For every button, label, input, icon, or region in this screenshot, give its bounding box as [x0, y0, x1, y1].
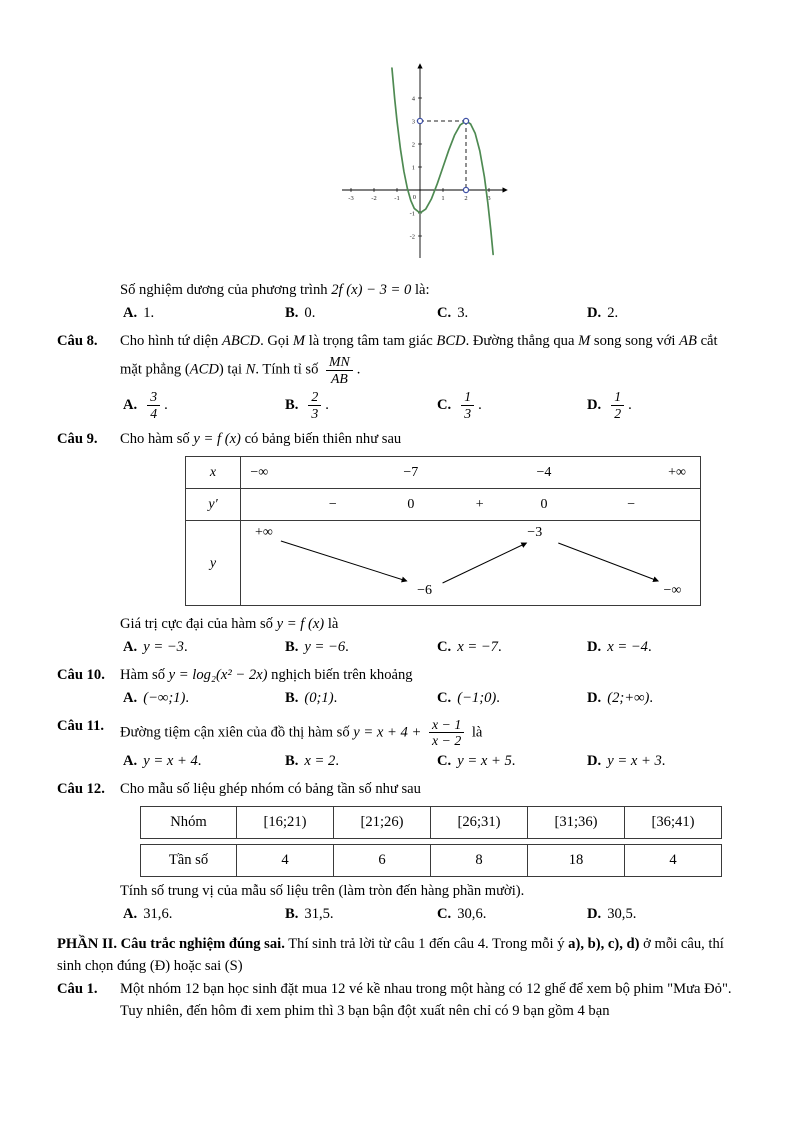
- option-a: [123, 303, 285, 325]
- vt-y-value: +∞: [254, 525, 273, 540]
- q9-question-text: Giá trị cực đại của hàm số: [120, 616, 273, 632]
- ft-freq: 4: [624, 845, 721, 876]
- svg-text:4: 4: [411, 95, 415, 103]
- option-dot: .: [649, 689, 653, 706]
- q12-text: Cho mẫu số liệu ghép nhóm có bảng tần số như sau: [120, 781, 421, 798]
- option-letter: C.: [437, 638, 452, 655]
- option-text: .: [325, 396, 329, 413]
- fraction-numerator: 1: [611, 389, 624, 406]
- option-a: [123, 904, 285, 926]
- frequency-table-freqs-row: [140, 844, 722, 877]
- option-d: [587, 904, 636, 926]
- option-c: [437, 388, 587, 423]
- svg-text:-1: -1: [409, 210, 415, 218]
- option-dot: .: [497, 638, 502, 655]
- q8-text: M: [578, 332, 591, 349]
- option-text: (−∞;1): [143, 689, 186, 706]
- option-letter: B.: [285, 638, 299, 655]
- vt-sign: 0: [407, 497, 415, 512]
- q10-text: nghịch biến trên khoảng: [271, 666, 413, 683]
- option-dot: .: [511, 753, 516, 770]
- question-11-label: Câu 11.: [57, 717, 105, 734]
- part2-question-1-label: Câu 1.: [57, 980, 98, 997]
- q9-text: có bảng biến thiên như sau: [244, 431, 402, 448]
- option-letter: A.: [123, 638, 138, 655]
- option-dot: .: [345, 638, 349, 655]
- option-a: [123, 751, 285, 773]
- option-letter: D.: [587, 905, 602, 922]
- option-text: x = −7: [457, 638, 498, 655]
- vt-yprime-header: y′: [186, 489, 241, 520]
- question-12: [57, 779, 737, 931]
- frequency-table: [140, 806, 722, 877]
- ft-header: Nhóm: [170, 814, 207, 831]
- fraction-denominator: 2: [614, 406, 622, 422]
- q8-text: cắt mặt phẳng (: [120, 332, 718, 378]
- q8-text: . Tính tỉ số: [255, 361, 323, 378]
- option-text: .: [164, 396, 168, 413]
- fraction-numerator: x − 1: [429, 717, 464, 734]
- option-letter: D.: [587, 689, 602, 706]
- option-letter: B.: [285, 905, 299, 922]
- mn-ab-fraction: [326, 354, 353, 387]
- option-c: [437, 688, 587, 710]
- svg-text:-2: -2: [371, 195, 377, 202]
- option-dot: .: [183, 638, 188, 655]
- part-2-items: a), b), c), d): [568, 935, 640, 952]
- q8-text: song song với: [590, 332, 680, 349]
- ft-group: [16;21): [236, 807, 333, 838]
- option-c: [437, 751, 587, 773]
- ft-group: [36;41): [624, 807, 721, 838]
- option-text: y = x + 3: [607, 753, 662, 770]
- option-text: x = −4: [607, 638, 648, 655]
- option-letter: A.: [123, 905, 138, 922]
- svg-text:-2: -2: [409, 233, 415, 241]
- vt-x-value: −7: [403, 465, 419, 480]
- ft-freq: 18: [527, 845, 624, 876]
- option-text: (0;1): [304, 689, 334, 706]
- ft-header: Tần số: [168, 852, 209, 869]
- option-c: [437, 904, 587, 926]
- vt-x-header: x: [186, 457, 241, 488]
- option-dot: .: [647, 638, 652, 655]
- q8-text: ACD: [189, 361, 219, 378]
- q8-text: ABCD: [221, 332, 261, 349]
- option-dot: .: [335, 753, 339, 770]
- option-letter: C.: [437, 396, 452, 413]
- svg-text:-3: -3: [348, 195, 354, 202]
- question-11: [57, 716, 737, 779]
- question-10: [57, 665, 737, 715]
- option-b: [285, 303, 437, 325]
- option-letter: D.: [587, 396, 602, 413]
- option-d: [587, 303, 618, 325]
- svg-text:1: 1: [441, 195, 445, 202]
- option-letter: A.: [123, 396, 138, 413]
- vt-y-header: y: [186, 521, 241, 605]
- vt-x-value: −∞: [250, 465, 269, 480]
- frequency-table-groups-row: [140, 806, 722, 839]
- question-12-label: Câu 12.: [57, 781, 105, 798]
- question-7-text: Số nghiệm dương của phương trình: [120, 282, 328, 298]
- question-10-label: Câu 10.: [57, 666, 105, 683]
- vt-sign: −: [627, 497, 636, 512]
- option-letter: A.: [123, 304, 138, 321]
- ft-freq: 8: [430, 845, 527, 876]
- variation-table: [185, 456, 701, 606]
- cubic-function-graph: [325, 40, 535, 276]
- question-8-label: Câu 8.: [57, 332, 98, 349]
- option-text: 31,6.: [143, 905, 173, 922]
- question-7-options: [120, 303, 737, 325]
- q8-text: Cho hình tứ diện: [120, 332, 222, 349]
- option-text: 2.: [607, 304, 619, 321]
- part-2-instructions: Thí sinh trả lời từ câu 1 đến câu 4. Trong mỗi ý: [284, 935, 569, 952]
- option-letter: A.: [123, 689, 138, 706]
- fraction-numerator: 3: [147, 389, 160, 406]
- part-2-instructions-end: ở mỗi câu, thí sinh chọn đúng (Đ) hoặc sai (S): [57, 935, 724, 974]
- q9-question-text: là: [327, 616, 339, 632]
- fraction-numerator: MN: [326, 354, 353, 371]
- q11-text: Đường tiệm cận xiên của đồ thị hàm số: [120, 724, 350, 741]
- question-12-options: [120, 904, 737, 926]
- q11-fraction: [429, 717, 464, 750]
- vt-y-row: [186, 521, 700, 605]
- q8-text: .: [356, 361, 361, 378]
- question-7-text-end: là:: [414, 282, 430, 298]
- option-text: 0.: [304, 304, 316, 321]
- vt-sign: −: [328, 497, 337, 512]
- q9-text: Cho hàm số: [120, 431, 190, 448]
- svg-text:1: 1: [411, 164, 415, 172]
- option-text: x = 2: [304, 753, 336, 770]
- option-text: 1.: [143, 304, 155, 321]
- question-9-label: Câu 9.: [57, 431, 98, 448]
- vt-y-value: −6: [417, 583, 433, 599]
- question-10-options: [120, 688, 737, 710]
- option-letter: C.: [437, 905, 452, 922]
- option-letter: D.: [587, 304, 602, 321]
- option-text: y = x + 4: [143, 753, 198, 770]
- option-text: y = x + 5: [457, 753, 512, 770]
- option-letter: D.: [587, 753, 602, 770]
- option-letter: B.: [285, 753, 299, 770]
- vt-yprime-row: [186, 489, 700, 521]
- question-8: [57, 331, 737, 428]
- option-dot: .: [185, 689, 189, 706]
- option-dot: .: [661, 753, 666, 770]
- option-text: 31,5.: [304, 905, 334, 922]
- fraction-denominator: x − 2: [431, 733, 462, 749]
- q8-text: N: [245, 361, 256, 378]
- option-a: [123, 388, 285, 423]
- arrow-down-icon: [558, 543, 658, 581]
- q11-text: là: [471, 724, 483, 741]
- option-letter: C.: [437, 304, 452, 321]
- vt-sign: 0: [540, 497, 548, 512]
- vt-y-value: −∞: [663, 583, 682, 599]
- q8-text: ) tại: [218, 361, 246, 378]
- question-11-options: [120, 751, 737, 773]
- option-text: 3.: [457, 304, 469, 321]
- q10-formula: y = log₂(x² − 2x): [168, 666, 268, 683]
- arrow-down-icon: [281, 541, 407, 581]
- option-b: [285, 388, 437, 423]
- option-text: y = −6: [304, 638, 346, 655]
- q8-text: . Gọi: [260, 332, 293, 349]
- option-dot: .: [496, 689, 500, 706]
- option-text: (−1;0): [457, 689, 497, 706]
- svg-text:3: 3: [487, 195, 491, 202]
- ft-freq: 4: [236, 845, 333, 876]
- option-letter: B.: [285, 304, 299, 321]
- vt-sign: +: [475, 497, 484, 512]
- ft-group: [21;26): [333, 807, 430, 838]
- option-letter: C.: [437, 689, 452, 706]
- option-letter: C.: [437, 753, 452, 770]
- ft-freq: 6: [333, 845, 430, 876]
- option-d: [587, 388, 632, 423]
- option-letter: A.: [123, 753, 138, 770]
- question-9-options: [120, 637, 737, 659]
- svg-text:3: 3: [411, 118, 415, 126]
- part2-question-1: [57, 979, 737, 1023]
- option-text: 30,5.: [607, 905, 637, 922]
- function-graph-figure: [123, 40, 737, 276]
- option-d: [587, 751, 665, 773]
- part2-question-1-text: Một nhóm 12 bạn học sinh đặt mua 12 vé kề nhau trong một hàng có 12 ghế để xem bộ phim "Mưa Đỏ". Tuy nhiên, đến hôm đi xem phim thì 3 bạn bận đột xuất nên chỉ có 9 bạn gồm 4 bạn: [120, 980, 732, 1019]
- question-7: [57, 280, 737, 330]
- arrow-up-icon: [443, 543, 527, 583]
- fraction-denominator: 3: [311, 406, 319, 422]
- vt-arrows: [241, 521, 700, 605]
- svg-text:2: 2: [464, 195, 468, 202]
- fraction-numerator: 1: [461, 389, 474, 406]
- fraction-denominator: AB: [330, 370, 348, 386]
- option-dot: .: [333, 689, 338, 706]
- option-text: (2;+∞): [607, 689, 650, 706]
- option-b: [285, 688, 437, 710]
- option-letter: D.: [587, 638, 602, 655]
- vt-x-value: −4: [536, 465, 552, 480]
- svg-text:0: 0: [412, 194, 416, 201]
- q8-text: là trọng tâm tam giác: [305, 332, 437, 349]
- option-c: [437, 303, 587, 325]
- option-a: [123, 688, 285, 710]
- question-7-label: [57, 280, 120, 330]
- q8-text: AB: [679, 332, 697, 349]
- part-2-heading: [57, 934, 737, 978]
- q9-formula: y = f (x): [193, 431, 241, 448]
- option-text: 30,6.: [457, 905, 487, 922]
- option-letter: B.: [285, 689, 299, 706]
- option-text: .: [628, 396, 632, 413]
- option-b: [285, 751, 437, 773]
- option-b: [285, 904, 437, 926]
- q9-question-formula: y = f (x): [276, 616, 325, 632]
- q11-formula: y = x + 4 +: [353, 724, 422, 741]
- q12-question-text: Tính số trung vị của mẫu số liệu trên (làm tròn đến hàng phần mười).: [120, 883, 525, 900]
- svg-text:-1: -1: [394, 195, 400, 202]
- question-8-options: [120, 388, 737, 423]
- option-text: y = −3: [143, 638, 184, 655]
- option-d: [587, 637, 652, 659]
- vt-x-value: +∞: [668, 465, 686, 480]
- q10-text: Hàm số: [120, 666, 165, 683]
- question-7-formula: 2f (x) − 3 = 0: [331, 282, 412, 298]
- fraction-denominator: 4: [150, 406, 158, 422]
- option-fraction: [611, 389, 624, 422]
- option-a: [123, 637, 285, 659]
- fraction-numerator: 2: [308, 389, 321, 406]
- option-b: [285, 637, 437, 659]
- question-9: [57, 429, 737, 664]
- option-d: [587, 688, 653, 710]
- option-c: [437, 637, 587, 659]
- vt-x-row: [186, 457, 700, 489]
- option-fraction: [461, 389, 474, 422]
- ft-group: [26;31): [430, 807, 527, 838]
- option-letter: B.: [285, 396, 299, 413]
- option-text: .: [478, 396, 482, 413]
- q8-text: BCD: [436, 332, 466, 349]
- ft-group: [31;36): [527, 807, 624, 838]
- part-2-title: PHẦN II. Câu trắc nghiệm đúng sai.: [57, 935, 285, 952]
- svg-text:2: 2: [411, 141, 415, 149]
- option-fraction: [147, 389, 160, 422]
- fraction-denominator: 3: [464, 406, 472, 422]
- vt-y-value: −3: [527, 525, 543, 540]
- q8-text: M: [292, 332, 306, 349]
- option-dot: .: [197, 753, 202, 770]
- option-fraction: [308, 389, 321, 422]
- q8-text: . Đường thẳng qua: [465, 332, 579, 349]
